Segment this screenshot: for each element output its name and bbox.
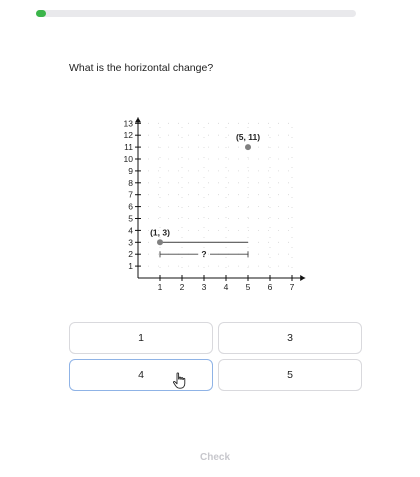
y-tick-label: 13 <box>123 118 133 129</box>
y-tick-label: 1 <box>128 261 133 272</box>
x-tick-label: 1 <box>157 282 163 292</box>
progress-bar <box>36 10 356 17</box>
x-tick-label: 4 <box>223 282 229 292</box>
x-axis-arrow-icon <box>300 275 305 281</box>
y-tick-label: 12 <box>123 130 133 141</box>
answer-choice-3[interactable]: 3 <box>218 322 362 354</box>
x-tick-label: 7 <box>289 282 295 292</box>
data-point <box>157 239 163 245</box>
y-tick-label: 4 <box>128 225 133 236</box>
y-tick-label: 6 <box>128 201 133 212</box>
y-tick-label: 10 <box>123 154 133 164</box>
coordinate-graph <box>100 100 315 300</box>
bracket-label: ? <box>201 249 207 260</box>
x-tick-label: 2 <box>179 282 185 292</box>
data-point-label: (1, 3) <box>150 227 170 238</box>
y-tick-label: 8 <box>128 177 133 188</box>
hand-cursor-icon <box>172 372 188 390</box>
y-tick-label: 5 <box>128 213 133 224</box>
y-tick-label: 7 <box>128 189 133 200</box>
progress-fill <box>36 10 46 17</box>
x-tick-label: 6 <box>267 282 273 292</box>
check-button[interactable]: Check <box>190 450 240 464</box>
y-axis-arrow-icon <box>135 117 141 122</box>
y-tick-label: 9 <box>128 165 133 176</box>
question-text: What is the horizontal change? <box>69 62 214 74</box>
data-point-label: (5, 11) <box>235 132 261 143</box>
answer-choice-5[interactable]: 5 <box>218 359 362 391</box>
answer-choice-1[interactable]: 1 <box>69 322 213 354</box>
answer-choice-4[interactable]: 4 <box>69 359 213 391</box>
y-tick-label: 11 <box>124 142 133 153</box>
y-tick-label: 2 <box>128 249 133 260</box>
data-point <box>245 144 251 150</box>
x-tick-label: 5 <box>245 282 251 292</box>
x-tick-label: 3 <box>201 282 207 292</box>
y-tick-label: 3 <box>128 237 133 248</box>
